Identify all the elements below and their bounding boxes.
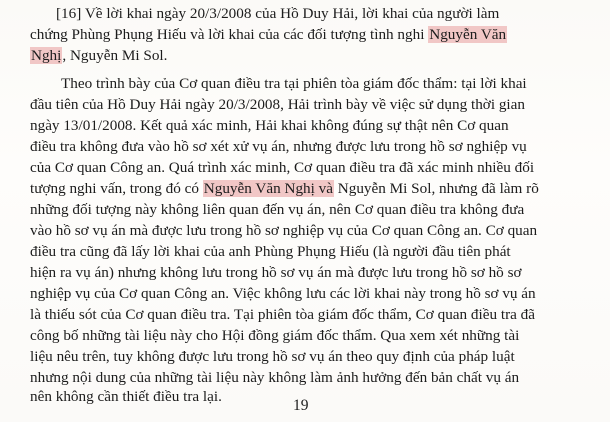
- text-span: điều tra không đưa vào hồ sơ xét xử vụ án, nhưng được lưu trong hồ sơ nghiệp vụ: [30, 138, 527, 155]
- text-span: của Cơ quan Công an. Quá trình xác minh, Cơ quan điều tra đã xác minh nhiều đối: [30, 159, 535, 176]
- paragraph-1-line-3: [30, 46, 167, 67]
- text-span: công bố những tài liệu này cho Hội đồng giám đốc thẩm. Qua xem xét những tài: [30, 327, 520, 344]
- highlighted-name: Nguyễn Văn: [429, 26, 507, 43]
- paragraph-2-line-12: [30, 305, 535, 326]
- paragraph-2-line-9: [30, 242, 511, 263]
- highlighted-name: Nghị: [31, 47, 62, 64]
- paragraph-2-line-2: [30, 95, 525, 116]
- paragraph-2-line-15: [30, 368, 519, 389]
- paragraph-2-line-1: [61, 74, 527, 95]
- text-span: nên không cần thiết điều tra lại.: [30, 388, 222, 405]
- text-span: những đối tượng này không liên quan đến vụ án, nên Cơ quan điều tra không đưa: [30, 201, 525, 218]
- page-number: 19: [293, 397, 309, 414]
- paragraph-2-line-16: [30, 387, 222, 408]
- text-span: nhưng nội dung của những tài liệu này không làm ảnh hưởng đến bản chất vụ án: [30, 369, 520, 386]
- text-span: tượng nghi vấn, trong đó có: [30, 180, 203, 197]
- text-span: điều tra cũng đã lấy lời khai của anh Phùng Phụng Hiếu (là người đầu tiên phát: [30, 243, 511, 260]
- paragraph-2-line-3: [30, 116, 509, 137]
- text-span: vào hồ sơ vụ án mà được lưu trong hồ sơ nghiệp vụ của Cơ quan Công an. Cơ quan: [30, 222, 538, 239]
- paragraph-1-line-2: [30, 25, 507, 46]
- text-span: ngày 13/01/2008. Kết quả xác minh, Hải khai không đúng sự thật nên Cơ quan: [30, 117, 509, 134]
- text-span: đầu tiên của Hồ Duy Hải ngày 20/3/2008, Hải trình bày về việc sử dụng thời gian: [30, 96, 525, 113]
- text-span: nghiệp vụ của Cơ quan Công an. Việc không lưu các lời khai này trong hồ sơ vụ án: [30, 285, 536, 302]
- paragraph-2-line-5: [30, 158, 534, 179]
- text-span: liệu nêu trên, tuy không được lưu trong hồ sơ vụ án theo quy định của pháp luật: [30, 348, 515, 365]
- paragraph-2-line-11: [30, 284, 536, 305]
- text-span: [16] Về lời khai ngày 20/3/2008 của Hồ Duy Hải, lời khai của người làm: [56, 5, 500, 22]
- paragraph-2-line-14: [30, 347, 515, 368]
- paragraph-2-line-7: [30, 200, 524, 221]
- paragraph-2-line-13: [30, 326, 519, 347]
- paragraph-2-line-8: [30, 221, 537, 242]
- text-span: , Nguyễn Mi Sol.: [62, 47, 168, 64]
- paragraph-2-line-6: [30, 179, 539, 200]
- paragraph-2-line-10: [30, 263, 522, 284]
- highlighted-name: Nguyễn Văn Nghị và: [203, 180, 333, 197]
- paragraph-2-line-4: [30, 137, 527, 158]
- text-span: là thiếu sót của Cơ quan điều tra. Tại phiên tòa giám đốc thẩm, Cơ quan điều tra đã: [30, 306, 536, 323]
- text-span: hiện ra vụ án) nhưng không lưu trong hồ sơ vụ án mà được lưu trong hồ sơ hồ sơ: [30, 264, 522, 281]
- text-span: chứng Phùng Phụng Hiếu và lời khai của các đối tượng tình nghi: [30, 26, 429, 43]
- text-span: Nguyễn Mi Sol, nhưng đã làm rõ: [333, 180, 539, 197]
- paragraph-1-line-1: [56, 4, 499, 25]
- text-span: Theo trình bày của Cơ quan điều tra tại phiên tòa giám đốc thẩm: tại lời khai: [61, 75, 527, 92]
